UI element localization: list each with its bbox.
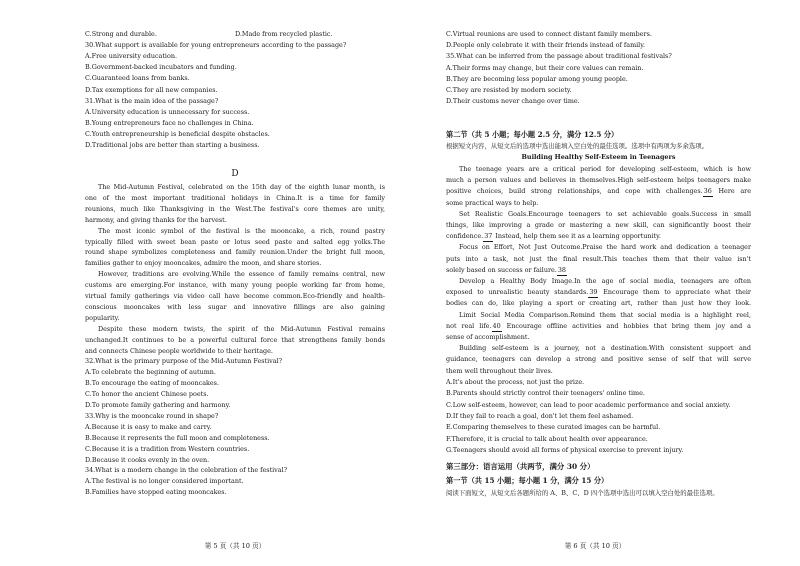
question-line <box>85 30 333 40</box>
text-segment: bodies can do, like playing a sport or creating art, rather than just how they look. <box>446 299 751 308</box>
question-line: B.They are becoming less popular among young people. <box>446 74 628 83</box>
option-line: C.Low self-esteem, however, can lead to poor academic performance and social anxiety. <box>446 400 731 409</box>
text-segment: Building self-esteem is a journey, not a destination.With consistent support and <box>459 344 751 353</box>
answer-blank: 40 <box>492 321 501 330</box>
text-segment: positive choices, build strong relationships, and cope with challenges. <box>446 187 703 196</box>
question-line: A.The festival is no longer considered important. <box>85 477 244 486</box>
right-page <box>446 0 751 566</box>
passage-line: one of the most important traditional holidays in China.It is a time for family <box>85 193 385 202</box>
passage-line <box>446 299 751 309</box>
text-segment: Limit Social Media Comparison.Remind them that social media is a highlight reel, <box>459 310 751 319</box>
question-line: D.Their customs never change over time. <box>446 97 580 106</box>
text-segment: not real life. <box>446 321 492 330</box>
text-segment: Set Realistic Goals.Encourage teenagers to set achievable goals.Success in small <box>459 209 751 218</box>
passage-line <box>446 266 567 276</box>
question-line: C.Guaranteed loans from banks. <box>85 74 190 83</box>
question-line: 31.What is the main idea of the passage? <box>85 96 219 105</box>
text-segment: sense of accomplishment. <box>446 333 530 341</box>
passage-line <box>446 187 751 197</box>
answer-blank: 37 <box>484 232 493 241</box>
passage-line <box>446 344 751 354</box>
option-line: E.Comparing themselves to these curated images can be harmful. <box>446 423 661 432</box>
question-line: 32.What is the primary purpose of the Mid-Autumn Festival? <box>85 357 283 366</box>
passage-line <box>446 367 553 377</box>
question-line: A.Because it is easy to make and carry. <box>85 422 212 431</box>
question-line: 30.What support is available for young entrepreneurs according to the passage? <box>85 41 347 50</box>
question-line: C.To honor the ancient Chinese poets. <box>85 390 209 399</box>
part-heading: 第三部分：语言运用（共两节，满分 30 分） <box>446 462 595 471</box>
text-segment: Encourage them to appreciate what their <box>598 288 751 297</box>
left-page <box>85 0 385 566</box>
text-segment: puts into a task, not just the final result.This teaches them that their value isn't <box>446 254 751 263</box>
question-line: 35.What can be inferred from the passage about traditional festivals? <box>446 52 672 61</box>
question-line: D.Because it cooks evenly in the oven. <box>85 455 210 464</box>
passage-line <box>446 322 751 332</box>
passage-line <box>446 277 751 287</box>
passage-title: Building Healthy Self-Esteem in Teenagers <box>521 153 676 161</box>
option-line: B.Parents should strictly control their teenagers' online time. <box>446 389 645 398</box>
question-line: 33.Why is the mooncake round in shape? <box>85 411 219 420</box>
passage-line: conscious mooncakes with less sugar and innovative fillings are also gaining <box>85 302 385 311</box>
answer-blank: 36 <box>703 187 712 196</box>
question-line: D.To promote family gathering and harmony. <box>85 401 231 409</box>
passage-line <box>446 311 751 321</box>
passage-line <box>446 210 751 220</box>
text-segment: Instead, help them see it as a learning opportunity. <box>493 232 661 241</box>
question-line: C.Virtual reunions are used to connect distant family members. <box>446 30 652 38</box>
question-line: C.They are resisted by modern society. <box>446 86 572 94</box>
text-segment: much a person values and believes in themselves.High self-esteem helps teenagers make <box>446 176 751 185</box>
text-segment: some practical ways to help. <box>446 198 539 207</box>
passage-line: The Mid-Autumn Festival, celebrated on the 15th day of the eighth lunar month, is <box>98 183 385 191</box>
passage-line <box>446 355 751 365</box>
answer-blank: 38 <box>557 265 566 274</box>
question-line: B.Families have stopped eating mooncakes. <box>85 488 227 497</box>
question-line: A.University education is unnecessary for success. <box>85 107 250 116</box>
question-line: B.Young entrepreneurs face no challenges in China. <box>85 118 254 127</box>
section-heading: 第二节（共 5 小题；每小题 2.5 分，满分 12.5 分） <box>446 130 619 139</box>
question-line: B.Because it represents the full moon and completeness. <box>85 433 270 442</box>
passage-line: However, traditions are evolving.While the essence of family remains central, new <box>98 270 385 279</box>
passage-line <box>446 199 538 209</box>
text-segment: solely based on success or failure. <box>446 265 557 274</box>
passage-line <box>446 176 751 186</box>
section-heading: 第一节（共 15 小题；每小题 1 分，满分 15 分） <box>446 476 609 485</box>
question-line: D.People only celebrate it with their friends instead of family. <box>446 41 646 50</box>
question-line: B.Government-backed incubators and funding. <box>85 63 237 72</box>
text-segment: Develop a Healthy Body Image.In the age of social media, teenagers are often <box>459 277 751 285</box>
passage-line: virtual family gatherings via video call have become common.Eco-friendly and health- <box>85 292 385 300</box>
answer-blank: 39 <box>589 288 598 297</box>
passage-line: typically filled with sweet bean paste or lotus seed paste and salted egg yolks.The <box>85 237 385 246</box>
passage-line <box>446 232 661 242</box>
passage-line: The most iconic symbol of the festival is the mooncake, a rich, round pastry <box>98 226 385 235</box>
option-text: D.Made from recycled plastic. <box>235 30 333 38</box>
text-segment: them well throughout their lives. <box>446 366 553 375</box>
question-line: A.Free university education. <box>85 52 177 61</box>
text-segment: Here are <box>712 187 751 196</box>
option-line: A.It's about the process, not just the prize. <box>446 377 585 386</box>
passage-line <box>446 243 751 253</box>
passage-line: harmony, and giving thanks for the harvest. <box>85 215 227 224</box>
question-line: B.To encourage the eating of mooncakes. <box>85 379 219 388</box>
option-line: F.Therefore, it is crucial to talk about health over appearance. <box>446 434 648 443</box>
question-line: 34.What is a modern change in the celebration of the festival? <box>85 466 288 475</box>
passage-line <box>446 221 751 231</box>
passage-line <box>446 333 530 343</box>
option-line: G.Teenagers should avoid all forms of physical exercise to prevent injury. <box>446 446 684 455</box>
question-line: D.Traditional jobs are better than starting a business. <box>85 141 260 149</box>
passage-line: Despite these modern twists, the spirit of the Mid-Autumn Festival remains <box>98 324 385 333</box>
section-instruction: 阅读下面短文，从短文后各题所给的 A、B、C、D 四个选项中选出可以填入空白处的最佳选项。 <box>446 489 719 497</box>
passage-line: round shape symbolizes completeness and family reunion.Under the bright full moon, <box>85 248 385 257</box>
section-letter: D <box>231 169 239 179</box>
text-segment: Focus on Effort, Not Just Outcome.Praise the hard work and dedication a teenager <box>459 243 751 252</box>
option-text: C.Strong and durable. <box>85 30 157 38</box>
passage-line: reunions, much like Thanksgiving in the West.The festival's core themes are unity, <box>85 204 385 213</box>
text-segment: The teenage years are a critical period for developing self-esteem, which is how <box>459 165 751 173</box>
passage-line <box>446 255 751 265</box>
question-line: A.Their forms may change, but their core values can remain. <box>446 63 644 72</box>
question-line: A.To celebrate the beginning of autumn. <box>85 368 216 377</box>
passage-line: unchanged.It continues to be a powerful cultural force that strengthens family bonds <box>85 335 385 344</box>
left-page-footer: 第 5 页（共 10 页） <box>204 542 266 550</box>
passage-line: families gather to enjoy mooncakes, admire the moon, and share stories. <box>85 259 322 268</box>
passage-line <box>446 288 751 298</box>
passage-line: popularity. <box>85 313 120 322</box>
question-line: C.Because it is a tradition from Western countries. <box>85 444 250 453</box>
text-segment: Encourage offline activities and hobbies that bring them joy and a <box>501 321 751 330</box>
question-line: D.Tax exemptions for all new companies. <box>85 85 218 94</box>
passage-line: and connects Chinese people worldwide to their heritage. <box>85 346 273 355</box>
text-segment: confidence. <box>446 232 484 241</box>
question-line: C.Youth entrepreneurship is beneficial despite obstacles. <box>85 129 270 138</box>
section-instruction: 根据短文内容，从短文后的选项中选出能填入空白处的最佳选项。选项中有两项为多余选项。 <box>446 142 709 150</box>
right-page-footer: 第 6 页（共 10 页） <box>564 542 626 550</box>
passage-line: customs are emerging.For instance, with many young people working far from home, <box>85 281 385 290</box>
text-segment: things, like improving a grade or mastering a new skill, can significantly boost their <box>446 221 751 229</box>
text-segment: guidance, teenagers can develop a strong and positive sense of self that will serve <box>446 355 751 364</box>
passage-line <box>446 165 751 175</box>
option-line: D.If they fail to reach a goal, don't let them feel ashamed. <box>446 412 634 420</box>
text-segment: exposed to unrealistic beauty standards. <box>446 288 589 297</box>
